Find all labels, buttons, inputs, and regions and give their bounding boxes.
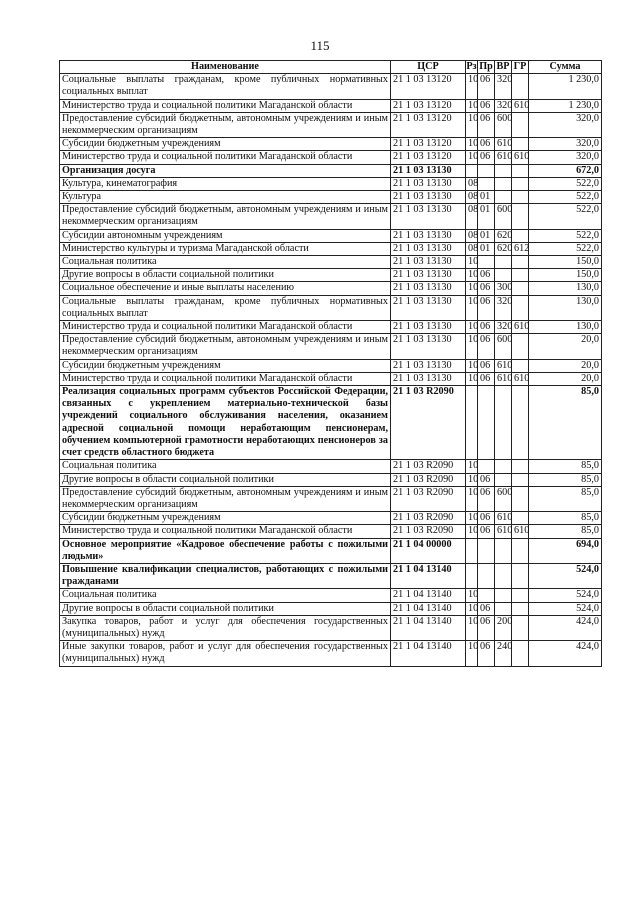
table-row [60, 229, 602, 242]
cell-rz: 10 [466, 321, 478, 334]
cell-sum: 130,0 [529, 282, 602, 295]
cell-csr: 21 1 03 13130 [391, 229, 466, 242]
table-row [60, 602, 602, 615]
cell-gr [512, 164, 529, 177]
cell-csr: 21 1 03 R2090 [391, 473, 466, 486]
cell-name: Реализация социальных программ субъектов Российской Федерации, связанных с укреплением материально-технической базы учреждений социального обслуживания населения, оказанием адресной социальной помощи неработающим пенсионерам, обучением компьютерной грамотности неработающих пенсионеров за счет средств областного бюджета [60, 386, 391, 460]
cell-name: Министерство культуры и туризма Магаданской области [60, 242, 391, 255]
cell-csr: 21 1 03 13130 [391, 177, 466, 190]
cell-csr: 21 1 03 13130 [391, 269, 466, 282]
cell-pr: 06 [478, 295, 495, 320]
cell-name: Другие вопросы в области социальной политики [60, 269, 391, 282]
cell-name: Социальные выплаты гражданам, кроме публичных нормативных социальных выплат [60, 74, 391, 99]
cell-pr: 01 [478, 204, 495, 229]
cell-vr: 620 [495, 242, 512, 255]
cell-gr [512, 460, 529, 473]
cell-pr [478, 589, 495, 602]
cell-csr: 21 1 03 R2090 [391, 386, 466, 460]
cell-pr [478, 460, 495, 473]
table-row [60, 164, 602, 177]
cell-name: Основное мероприятие «Кадровое обеспечение работы с пожилыми людьми» [60, 538, 391, 563]
cell-name: Социальная политика [60, 589, 391, 602]
cell-csr: 21 1 03 13120 [391, 74, 466, 99]
cell-name: Социальная политика [60, 256, 391, 269]
cell-sum: 320,0 [529, 138, 602, 151]
cell-rz: 10 [466, 589, 478, 602]
table-row [60, 99, 602, 112]
cell-name: Предоставление субсидий бюджетным, автономным учреждениям и иным некоммерческим организациям [60, 112, 391, 137]
cell-csr: 21 1 03 13120 [391, 151, 466, 164]
cell-csr: 21 1 03 13120 [391, 112, 466, 137]
cell-rz: 08 [466, 242, 478, 255]
cell-pr: 01 [478, 229, 495, 242]
cell-vr [495, 538, 512, 563]
cell-gr [512, 138, 529, 151]
cell-pr: 06 [478, 615, 495, 640]
cell-name: Другие вопросы в области социальной политики [60, 602, 391, 615]
cell-sum: 20,0 [529, 372, 602, 385]
cell-sum: 522,0 [529, 229, 602, 242]
cell-rz: 10 [466, 486, 478, 511]
cell-vr: 200 [495, 615, 512, 640]
cell-name: Повышение квалификации специалистов, работающих с пожилыми гражданами [60, 563, 391, 588]
cell-vr [495, 602, 512, 615]
header-sum: Сумма [529, 61, 602, 74]
cell-csr: 21 1 03 R2090 [391, 486, 466, 511]
table-row [60, 525, 602, 538]
cell-csr: 21 1 03 13130 [391, 359, 466, 372]
cell-rz: 10 [466, 602, 478, 615]
cell-vr: 610 [495, 151, 512, 164]
cell-pr: 06 [478, 112, 495, 137]
cell-rz: 10 [466, 473, 478, 486]
cell-sum: 20,0 [529, 334, 602, 359]
cell-name: Другие вопросы в области социальной политики [60, 473, 391, 486]
cell-pr: 06 [478, 602, 495, 615]
header-csr: ЦСР [391, 61, 466, 74]
cell-gr: 610 [512, 525, 529, 538]
cell-pr: 06 [478, 321, 495, 334]
cell-csr: 21 1 04 13140 [391, 602, 466, 615]
cell-sum: 522,0 [529, 191, 602, 204]
cell-gr [512, 74, 529, 99]
cell-gr [512, 191, 529, 204]
cell-vr [495, 191, 512, 204]
cell-rz: 10 [466, 282, 478, 295]
header-pr: Пр [479, 61, 493, 72]
cell-vr: 610 [495, 512, 512, 525]
cell-name: Иные закупки товаров, работ и услуг для обеспечения государственных (муниципальных) нужд [60, 641, 391, 666]
cell-rz [466, 164, 478, 177]
cell-gr: 610 [512, 151, 529, 164]
header-rz: Рз [466, 61, 477, 72]
header-vr: ВР [496, 61, 510, 72]
cell-sum: 85,0 [529, 386, 602, 460]
cell-rz: 10 [466, 74, 478, 99]
cell-pr [478, 563, 495, 588]
table-header-row [60, 61, 602, 74]
table-row [60, 112, 602, 137]
cell-pr: 06 [478, 372, 495, 385]
table-row [60, 589, 602, 602]
cell-rz: 08 [466, 177, 478, 190]
cell-pr: 06 [478, 151, 495, 164]
cell-pr: 06 [478, 99, 495, 112]
cell-name: Культура [60, 191, 391, 204]
cell-rz: 08 [466, 229, 478, 242]
cell-rz: 10 [466, 615, 478, 640]
cell-name: Министерство труда и социальной политики Магаданской области [60, 525, 391, 538]
cell-name: Предоставление субсидий бюджетным, автономным учреждениям и иным некоммерческим организациям [60, 334, 391, 359]
cell-rz: 08 [466, 204, 478, 229]
table-row [60, 177, 602, 190]
cell-pr [478, 256, 495, 269]
table-row [60, 282, 602, 295]
table-row [60, 242, 602, 255]
cell-name: Субсидии автономным учреждениям [60, 229, 391, 242]
table-row [60, 486, 602, 511]
cell-vr: 320 [495, 295, 512, 320]
cell-pr: 06 [478, 334, 495, 359]
cell-vr: 610 [495, 525, 512, 538]
cell-name: Министерство труда и социальной политики Магаданской области [60, 321, 391, 334]
cell-csr: 21 1 03 13130 [391, 242, 466, 255]
cell-pr [478, 538, 495, 563]
cell-csr: 21 1 04 00000 [391, 538, 466, 563]
cell-vr: 600 [495, 112, 512, 137]
cell-rz: 10 [466, 112, 478, 137]
cell-sum: 524,0 [529, 602, 602, 615]
cell-rz: 10 [466, 359, 478, 372]
cell-pr: 06 [478, 74, 495, 99]
cell-vr [495, 164, 512, 177]
cell-sum: 130,0 [529, 321, 602, 334]
cell-pr: 06 [478, 282, 495, 295]
cell-name: Социальное обеспечение и иные выплаты населению [60, 282, 391, 295]
table-row [60, 372, 602, 385]
cell-rz: 10 [466, 512, 478, 525]
header-gr: ГР [512, 61, 529, 74]
cell-gr [512, 563, 529, 588]
cell-sum: 85,0 [529, 512, 602, 525]
cell-rz [466, 563, 478, 588]
cell-pr: 06 [478, 473, 495, 486]
table-row [60, 151, 602, 164]
cell-sum: 424,0 [529, 615, 602, 640]
cell-gr [512, 512, 529, 525]
cell-csr: 21 1 03 R2090 [391, 512, 466, 525]
cell-pr: 06 [478, 486, 495, 511]
cell-csr: 21 1 03 13120 [391, 138, 466, 151]
cell-vr [495, 386, 512, 460]
cell-vr: 300 [495, 282, 512, 295]
table-body [60, 74, 602, 666]
cell-pr: 06 [478, 525, 495, 538]
cell-rz: 10 [466, 641, 478, 666]
cell-vr: 610 [495, 372, 512, 385]
cell-gr [512, 386, 529, 460]
cell-rz: 10 [466, 372, 478, 385]
table-row [60, 563, 602, 588]
cell-sum: 424,0 [529, 641, 602, 666]
table-row [60, 386, 602, 460]
cell-pr: 01 [478, 242, 495, 255]
cell-sum: 1 230,0 [529, 99, 602, 112]
cell-sum: 150,0 [529, 269, 602, 282]
cell-gr [512, 112, 529, 137]
cell-vr: 600 [495, 204, 512, 229]
cell-gr [512, 641, 529, 666]
cell-gr [512, 282, 529, 295]
cell-rz: 10 [466, 460, 478, 473]
cell-vr: 600 [495, 334, 512, 359]
cell-name: Министерство труда и социальной политики Магаданской области [60, 151, 391, 164]
cell-gr [512, 602, 529, 615]
cell-sum: 150,0 [529, 256, 602, 269]
cell-vr: 610 [495, 138, 512, 151]
cell-sum: 524,0 [529, 589, 602, 602]
cell-name: Субсидии бюджетным учреждениям [60, 138, 391, 151]
cell-pr: 06 [478, 641, 495, 666]
cell-rz: 10 [466, 295, 478, 320]
cell-rz [466, 386, 478, 460]
cell-sum: 85,0 [529, 525, 602, 538]
table-row [60, 204, 602, 229]
cell-gr [512, 269, 529, 282]
header-name: Наименование [60, 61, 391, 74]
cell-csr: 21 1 04 13140 [391, 563, 466, 588]
table-row [60, 473, 602, 486]
cell-rz: 10 [466, 269, 478, 282]
cell-sum: 320,0 [529, 112, 602, 137]
cell-csr: 21 1 04 13140 [391, 641, 466, 666]
cell-pr: 06 [478, 512, 495, 525]
cell-gr [512, 295, 529, 320]
table-row [60, 538, 602, 563]
table-row [60, 191, 602, 204]
cell-gr [512, 615, 529, 640]
cell-pr: 01 [478, 191, 495, 204]
cell-vr: 320 [495, 321, 512, 334]
table-row [60, 256, 602, 269]
cell-csr: 21 1 04 13140 [391, 589, 466, 602]
cell-gr [512, 256, 529, 269]
cell-csr: 21 1 03 13130 [391, 295, 466, 320]
cell-csr: 21 1 03 R2090 [391, 460, 466, 473]
table-row [60, 269, 602, 282]
cell-sum: 85,0 [529, 473, 602, 486]
cell-name: Социальные выплаты гражданам, кроме публичных нормативных социальных выплат [60, 295, 391, 320]
cell-csr: 21 1 03 R2090 [391, 525, 466, 538]
table-row [60, 138, 602, 151]
cell-name: Закупка товаров, работ и услуг для обеспечения государственных (муниципальных) нужд [60, 615, 391, 640]
cell-vr [495, 269, 512, 282]
cell-sum: 1 230,0 [529, 74, 602, 99]
cell-vr [495, 473, 512, 486]
cell-csr: 21 1 03 13130 [391, 256, 466, 269]
cell-vr: 600 [495, 486, 512, 511]
cell-rz: 08 [466, 191, 478, 204]
cell-name: Предоставление субсидий бюджетным, автономным учреждениям и иным некоммерческим организациям [60, 204, 391, 229]
cell-name: Социальная политика [60, 460, 391, 473]
cell-csr: 21 1 03 13130 [391, 321, 466, 334]
cell-pr: 06 [478, 359, 495, 372]
cell-sum: 320,0 [529, 151, 602, 164]
cell-csr: 21 1 03 13130 [391, 334, 466, 359]
cell-sum: 522,0 [529, 242, 602, 255]
cell-name: Субсидии бюджетным учреждениям [60, 359, 391, 372]
cell-sum: 524,0 [529, 563, 602, 588]
table-row [60, 615, 602, 640]
cell-rz: 10 [466, 334, 478, 359]
cell-sum: 85,0 [529, 460, 602, 473]
cell-pr [478, 164, 495, 177]
cell-gr [512, 538, 529, 563]
cell-name: Предоставление субсидий бюджетным, автономным учреждениям и иным некоммерческим организациям [60, 486, 391, 511]
cell-pr [478, 177, 495, 190]
cell-rz: 10 [466, 151, 478, 164]
cell-sum: 672,0 [529, 164, 602, 177]
table-row [60, 295, 602, 320]
table-row [60, 641, 602, 666]
cell-sum: 85,0 [529, 486, 602, 511]
cell-rz: 10 [466, 99, 478, 112]
cell-name: Организация досуга [60, 164, 391, 177]
cell-vr [495, 563, 512, 588]
cell-name: Субсидии бюджетным учреждениям [60, 512, 391, 525]
cell-csr: 21 1 03 13120 [391, 99, 466, 112]
table-row [60, 321, 602, 334]
cell-gr [512, 473, 529, 486]
cell-vr: 320 [495, 74, 512, 99]
cell-pr: 06 [478, 269, 495, 282]
cell-csr: 21 1 03 13130 [391, 282, 466, 295]
cell-vr [495, 460, 512, 473]
cell-gr [512, 359, 529, 372]
table-row [60, 334, 602, 359]
cell-gr [512, 486, 529, 511]
cell-gr [512, 229, 529, 242]
cell-gr: 610 [512, 321, 529, 334]
cell-vr [495, 589, 512, 602]
cell-vr [495, 177, 512, 190]
cell-vr: 620 [495, 229, 512, 242]
cell-csr: 21 1 03 13130 [391, 164, 466, 177]
cell-csr: 21 1 04 13140 [391, 615, 466, 640]
cell-gr: 612 [512, 242, 529, 255]
cell-rz: 10 [466, 256, 478, 269]
cell-name: Культура, кинематография [60, 177, 391, 190]
cell-gr: 610 [512, 372, 529, 385]
cell-gr [512, 204, 529, 229]
cell-name: Министерство труда и социальной политики Магаданской области [60, 372, 391, 385]
cell-csr: 21 1 03 13130 [391, 191, 466, 204]
cell-sum: 20,0 [529, 359, 602, 372]
table-row [60, 74, 602, 99]
budget-table [59, 60, 602, 667]
cell-rz [466, 538, 478, 563]
cell-pr: 06 [478, 138, 495, 151]
cell-csr: 21 1 03 13130 [391, 372, 466, 385]
cell-vr: 610 [495, 359, 512, 372]
cell-gr [512, 334, 529, 359]
cell-vr [495, 256, 512, 269]
cell-rz: 10 [466, 138, 478, 151]
cell-sum: 130,0 [529, 295, 602, 320]
cell-rz: 10 [466, 525, 478, 538]
cell-gr: 610 [512, 99, 529, 112]
cell-sum: 522,0 [529, 177, 602, 190]
cell-name: Министерство труда и социальной политики Магаданской области [60, 99, 391, 112]
page-number: 115 [310, 38, 330, 53]
cell-vr: 240 [495, 641, 512, 666]
table-row [60, 460, 602, 473]
table-row [60, 512, 602, 525]
cell-vr: 320 [495, 99, 512, 112]
cell-gr [512, 589, 529, 602]
cell-sum: 522,0 [529, 204, 602, 229]
cell-pr [478, 386, 495, 460]
cell-gr [512, 177, 529, 190]
cell-csr: 21 1 03 13130 [391, 204, 466, 229]
table-row [60, 359, 602, 372]
cell-sum: 694,0 [529, 538, 602, 563]
